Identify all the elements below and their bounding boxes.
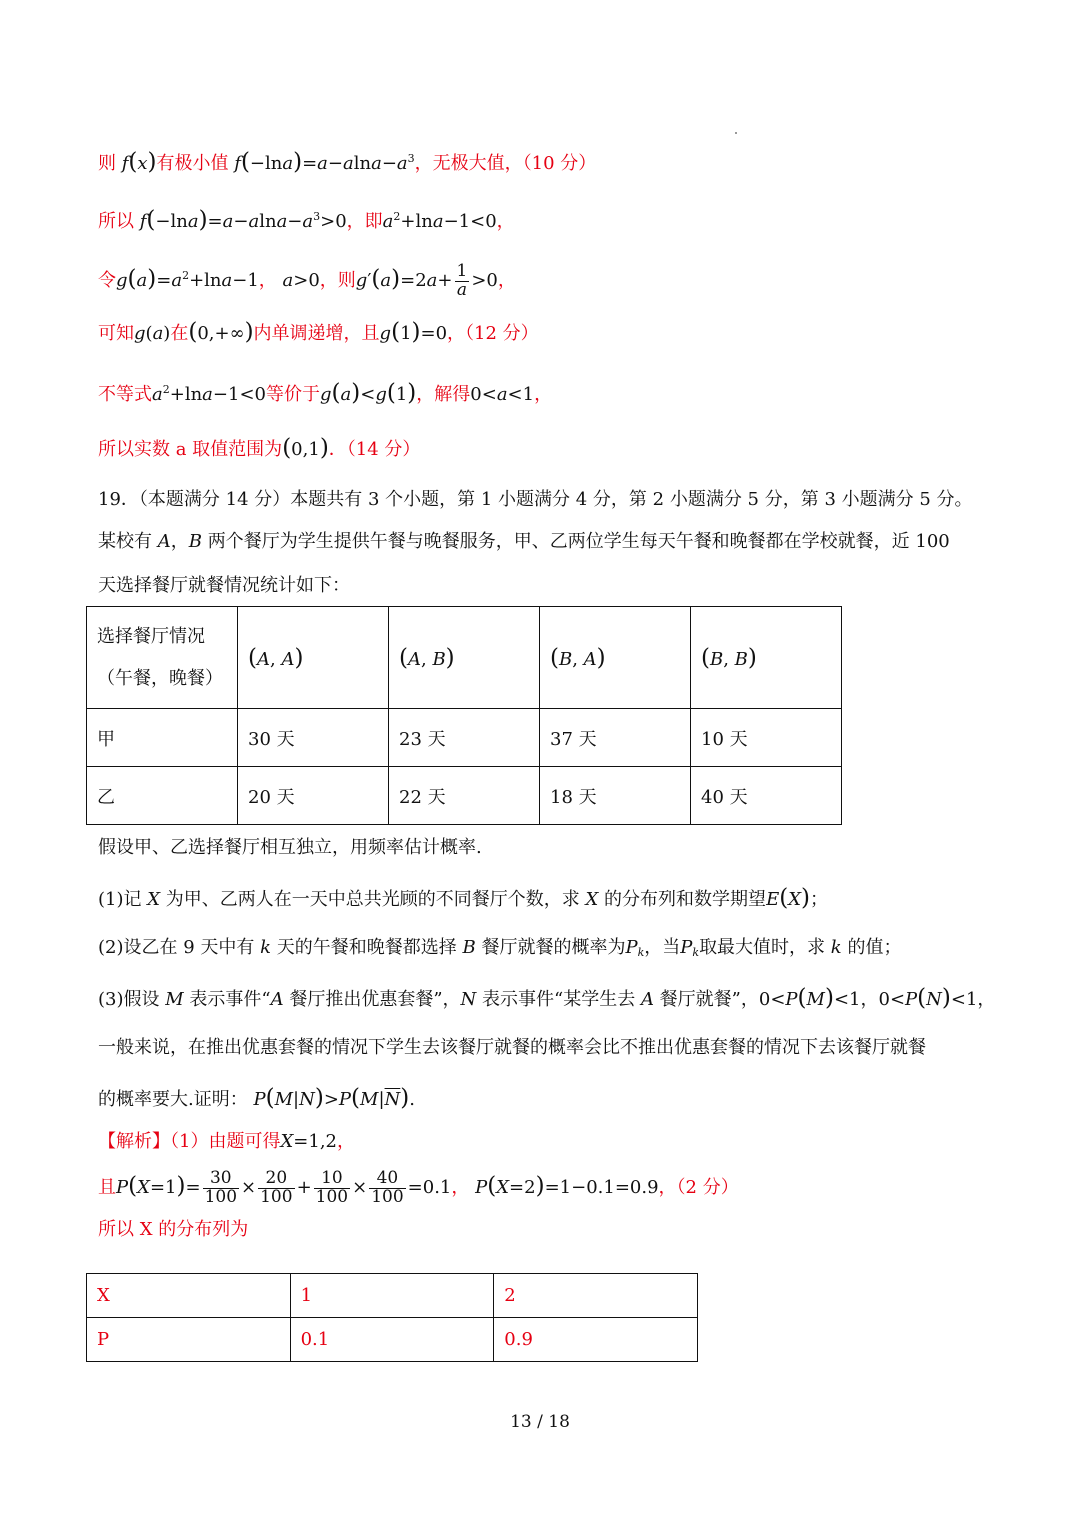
problem-intro-line2: 天选择餐厅就餐情况统计如下： xyxy=(98,575,350,596)
text: 令 xyxy=(98,270,116,291)
text: (3)假设 xyxy=(98,989,166,1010)
text: ，（12 分） xyxy=(447,323,539,344)
solution-tag: 【解析】 xyxy=(98,1131,170,1152)
text: 餐厅就餐的概率为 xyxy=(475,937,626,958)
text: 内单调递增，且 xyxy=(253,323,380,344)
table-row xyxy=(87,1318,698,1362)
text: 且 xyxy=(98,1177,116,1198)
table-header-cell: (B, A) xyxy=(540,607,691,709)
text: (2)设乙在 9 天中有 xyxy=(98,937,261,958)
text: 的概率要大.证明： xyxy=(98,1089,248,1110)
stray-dot xyxy=(735,132,737,134)
text: 餐厅就餐”， xyxy=(653,989,759,1010)
text: 选择餐厅情况 xyxy=(97,625,205,647)
text: 为甲、乙两人在一天中总共光顾的不同餐厅个数，求 xyxy=(160,889,586,910)
text: 表示事件“ xyxy=(183,989,271,1010)
text: ，（2 分） xyxy=(658,1177,739,1198)
text: ， xyxy=(496,211,515,232)
table-cell: X xyxy=(87,1274,291,1318)
text: 等价于 xyxy=(265,384,320,405)
table-header-cell xyxy=(87,607,238,709)
text: ，无极大值，（10 分） xyxy=(414,153,597,174)
text: 所以实数 a 取值范围为 xyxy=(98,439,283,460)
table-cell: 20 天 xyxy=(238,767,389,825)
table-cell: 23 天 xyxy=(389,709,540,767)
text: ， xyxy=(497,270,516,291)
text: 的分布列和数学期望 xyxy=(598,889,767,910)
problem-header: 19．（本题满分 14 分）本题共有 3 个小题，第 1 小题满分 4 分，第 2 小题满分 5 分，第 3 小题满分 5 分。 xyxy=(98,489,973,510)
text: (1)记 xyxy=(98,889,148,910)
table-cell: 乙 xyxy=(87,767,238,825)
text: 有极小值 xyxy=(156,153,229,174)
table-cell: P xyxy=(87,1318,291,1362)
answer-line-5: 不等式$a^2+\ln a-1<0$等价于g(a)<g(1)，解得0<a<1， xyxy=(98,380,553,406)
dining-table xyxy=(86,606,842,825)
question-3-line1: (3)假设 M 表示事件“A 餐厅推出优惠套餐”，N 表示事件“某学生去 A 餐厅就餐”，0<P(M)<1，0<P(N)<1， xyxy=(98,985,996,1011)
table-header-cell: (A, A) xyxy=(238,607,389,709)
text: 两个餐厅为学生提供午餐与晚餐服务，甲、乙两位学生每天午餐和晚餐都在学校就餐，近 100 xyxy=(201,531,950,552)
text: ， xyxy=(337,1131,355,1152)
text: ， xyxy=(534,384,553,405)
text: ， xyxy=(451,1177,470,1198)
table-cell: 甲 xyxy=(87,709,238,767)
answer-line-2: 所以 $f(-\ln a)=a-alna-a^3>0$，即$a^2+\ln a-1<0$， xyxy=(98,207,515,233)
table-header-cell: (B, B) xyxy=(691,607,842,709)
text: ； xyxy=(810,889,828,910)
text: 餐厅推出优惠套餐”， xyxy=(283,989,461,1010)
text: ，当 xyxy=(644,937,681,958)
text: 则 xyxy=(98,153,116,174)
table-row xyxy=(87,709,842,767)
table-cell: 0.1 xyxy=(290,1318,494,1362)
question-2: (2)设乙在 9 天中有 k 天的午餐和晚餐都选择 B 餐厅就餐的概率为$P_k$，当$P_k$取最大值时，求 k 的值； xyxy=(98,937,902,959)
text: 的值； xyxy=(841,937,902,958)
text: 某校有 xyxy=(98,531,158,552)
answer-line-3: 令$g(a)=a^2+\ln a-1$， a>0，则g′(a)=2a+ $\frac{1}{a}$ >0， xyxy=(98,260,516,300)
text: ．（14 分） xyxy=(328,439,421,460)
solution-line-3: 所以 X 的分布列为 xyxy=(98,1219,249,1240)
assumption-text: 假设甲、乙选择餐厅相互独立，用频率估计概率. xyxy=(98,837,482,858)
text: 表示事件“某学生去 xyxy=(476,989,641,1010)
page-number: 13 / 18 xyxy=(510,1412,570,1432)
table-row xyxy=(87,1274,698,1318)
table-row xyxy=(87,767,842,825)
problem-intro-line1: 某校有 A，B 两个餐厅为学生提供午餐与晚餐服务，甲、乙两位学生每天午餐和晚餐都在学校就餐，近 100 xyxy=(98,531,950,552)
text: 可知 xyxy=(98,323,134,344)
answer-line-4: 可知g(a)在(0,+∞)内单调递增，且g(1)=0，（12 分） xyxy=(98,319,539,345)
question-3-line3: 的概率要大.证明： $P(M|N)>P(M|\overline{N})$. xyxy=(98,1085,416,1111)
text: 不等式 xyxy=(98,384,152,405)
table-cell: 18 天 xyxy=(540,767,691,825)
question-3-line2: 一般来说，在推出优惠套餐的情况下学生去该餐厅就餐的概率会比不推出优惠套餐的情况下去该餐厅就餐 xyxy=(98,1037,926,1058)
text: ，解得 xyxy=(416,384,471,405)
text: 在 xyxy=(170,323,189,344)
text: （午餐，晚餐） xyxy=(97,667,223,689)
text: 取最大值时，求 xyxy=(699,937,831,958)
distribution-table xyxy=(86,1273,698,1362)
text: 所以 xyxy=(98,211,134,232)
text: 天的午餐和晚餐都选择 xyxy=(271,937,463,958)
question-1: (1)记 X 为甲、乙两人在一天中总共光顾的不同餐厅个数，求 X 的分布列和数学期望E(X)； xyxy=(98,885,828,911)
table-cell: 0.9 xyxy=(494,1318,698,1362)
table-cell: 1 xyxy=(290,1274,494,1318)
answer-line-1: 则 f(x)有极小值 $f(-\ln a)=a-alna-a^3$，无极大值，（10 分） xyxy=(98,149,597,175)
table-header-cell: (A, B) xyxy=(389,607,540,709)
table-cell: 30 天 xyxy=(238,709,389,767)
text: （1）由题可得 xyxy=(170,1131,281,1152)
table-cell: 22 天 xyxy=(389,767,540,825)
table-cell: 2 xyxy=(494,1274,698,1318)
table-cell: 40 天 xyxy=(691,767,842,825)
table-cell: 37 天 xyxy=(540,709,691,767)
text: ， xyxy=(258,270,277,291)
answer-line-6: 所以实数 a 取值范围为(0,1)．（14 分） xyxy=(98,435,421,461)
text: ，即 xyxy=(346,211,383,232)
text: ，则 xyxy=(319,270,356,291)
table-header-row xyxy=(87,607,842,709)
table-cell: 10 天 xyxy=(691,709,842,767)
solution-line-2: 且P(X=1)= $\frac{30}{100}$ × $\frac{20}{100}$ + $\frac{10}{100}$ × $\frac{40}{100}$ =0.1， P(X=2)=1−0.1=0.9，（2 分） xyxy=(98,1167,739,1207)
solution-line-1: 【解析】（1）由题可得X=1,2， xyxy=(98,1131,355,1152)
